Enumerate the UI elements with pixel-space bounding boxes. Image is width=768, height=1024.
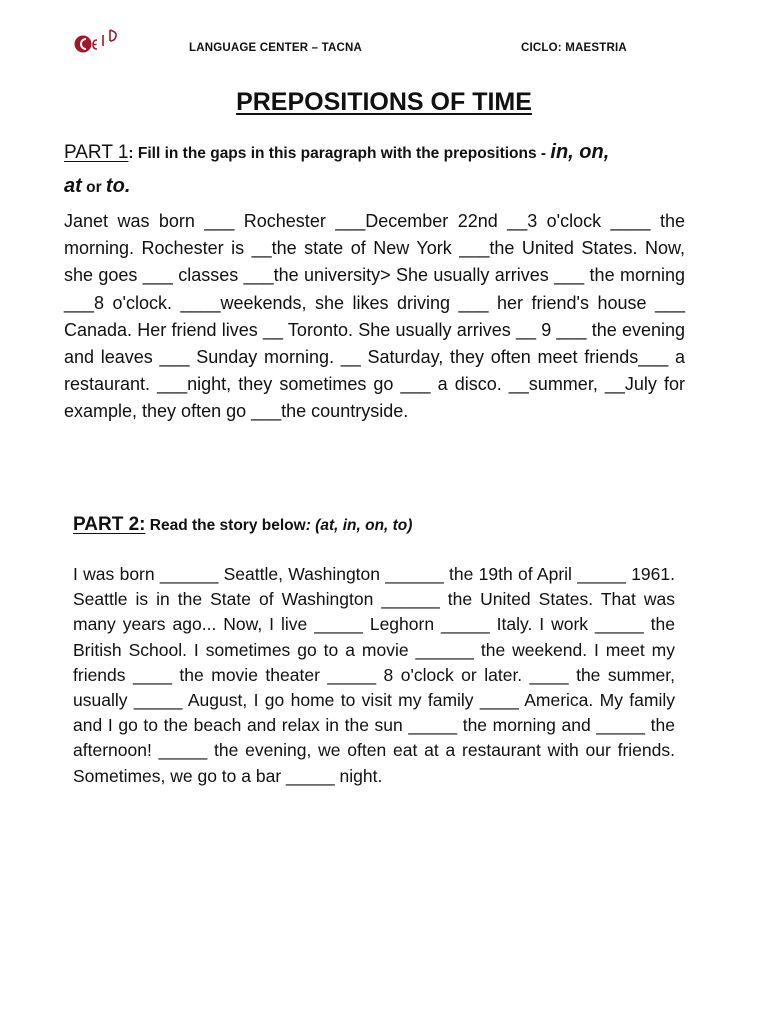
part1-paragraph: Janet was born ___ Rochester ___December 22nd __3 o'clock ____ the morning. Rochester is __the state of New York ___the United States. Now, she goes ___ classes ___the university> She usually arrives ___ the morning ___8 o'clock. ____weekends, she likes driving ___ her friend's house ___ Canada. Her friend lives __ Toronto. She usually arrives __ 9 ___ the evening and leaves ___ Sunday morning. __ Saturday, they often meet friends___ a restaurant. ___night, they sometimes go ___ a disco. __summer, __July for example, they often go ___the countryside. — [64, 211, 685, 422]
header-cycle: CICLO: MAESTRIA — [521, 42, 627, 54]
part1-or-word: or — [81, 179, 106, 196]
part2-label: PART 2: — [73, 514, 146, 535]
header-organization: LANGUAGE CENTER – TACNA — [189, 42, 363, 54]
page-title: PREPOSITIONS OF TIME — [236, 88, 532, 116]
part1-prep-at: at — [64, 175, 82, 197]
part2-heading — [73, 514, 412, 536]
part1-heading — [64, 136, 704, 204]
part2-instruction: Read the story below — [145, 517, 306, 534]
part2-options: : (at, in, on, to) — [305, 517, 413, 534]
part1-period: . — [124, 175, 131, 197]
part1-prep-to: to — [105, 175, 125, 197]
part1-label: PART 1 — [64, 142, 129, 163]
ceid-logo — [72, 24, 152, 64]
part1-prep-list: in, on, — [550, 141, 610, 163]
part2-paragraph: I was born ______ Seattle, Washington ______ the 19th of April _____ 1961. Seattle is in the State of Washington ______ the United States. That was many years ago... Now, I live _____ Leghorn _____ Italy. I work _____ the British School. I sometimes go to a movie ______ the weekend. I meet my friends ____ the movie theater _____ 8 o'clock or later. ____ the summer, usually _____ August, I go home to visit my family ____ America. My family and I go to the beach and relax in the sun _____ the morning and _____ the afternoon! _____ the evening, we often eat at a restaurant with our friends. Sometimes, we go to a bar _____ night. — [73, 564, 675, 786]
part1-instruction: : Fill in the gaps in this paragraph with the prepositions - — [128, 145, 551, 162]
page-header — [0, 0, 768, 70]
